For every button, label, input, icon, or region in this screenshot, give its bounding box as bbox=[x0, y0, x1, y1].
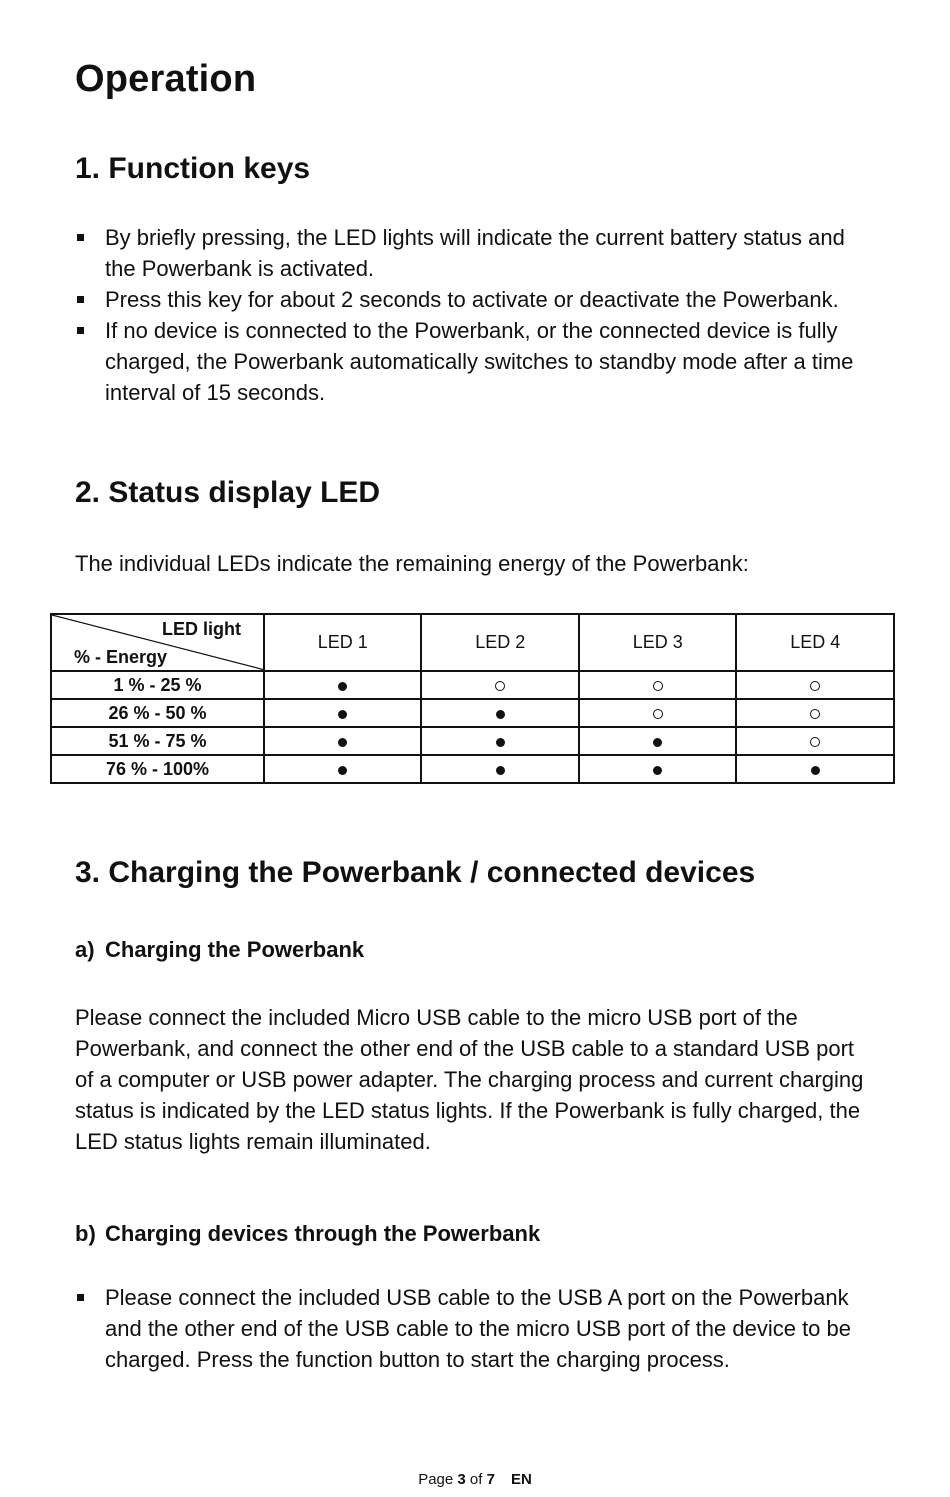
led-2-cell bbox=[421, 727, 579, 755]
status-led-intro: The individual LEDs indicate the remaining energy of the Powerbank: bbox=[75, 551, 749, 576]
led-3-cell bbox=[579, 755, 737, 783]
led-2-cell bbox=[421, 755, 579, 783]
led-1-cell bbox=[264, 699, 422, 727]
list-item: If no device is connected to the Powerbank, or the connected device is fully charged, the Powerbank automatically switches to standby mode after a time interval of 15 seconds. bbox=[75, 315, 875, 408]
table-row bbox=[51, 671, 894, 699]
led-2-cell bbox=[421, 699, 579, 727]
led-off-icon bbox=[495, 681, 505, 691]
led-off-icon bbox=[810, 681, 820, 691]
led-3-cell bbox=[579, 671, 737, 699]
column-header-led-4: LED 4 bbox=[736, 614, 894, 671]
subsection-heading-charging-devices bbox=[75, 1221, 540, 1247]
led-on-icon bbox=[653, 738, 662, 747]
led-3-cell bbox=[579, 699, 737, 727]
column-header-led-3: LED 3 bbox=[579, 614, 737, 671]
led-off-icon bbox=[653, 681, 663, 691]
section-heading-status-led: 2. Status display LED bbox=[75, 476, 381, 509]
energy-range-cell: 26 % - 50 % bbox=[51, 699, 264, 727]
led-4-cell bbox=[736, 699, 894, 727]
subsection-title: Charging devices through the Powerbank bbox=[105, 1221, 541, 1246]
function-keys-list bbox=[75, 222, 875, 408]
led-off-icon bbox=[810, 709, 820, 719]
led-on-icon bbox=[653, 766, 662, 775]
energy-range-cell: 1 % - 25 % bbox=[51, 671, 264, 699]
list-item: By briefly pressing, the LED lights will indicate the current battery status and the Powerbank is activated. bbox=[75, 222, 875, 284]
led-off-icon bbox=[810, 737, 820, 747]
footer-page-number: 3 bbox=[457, 1471, 466, 1488]
led-on-icon bbox=[496, 766, 505, 775]
footer-page-word: Page bbox=[418, 1471, 454, 1488]
subsection-marker: a) bbox=[75, 937, 95, 962]
energy-range-cell: 76 % - 100% bbox=[51, 755, 264, 783]
footer-of-word: of bbox=[469, 1471, 483, 1488]
footer-page-total: 7 bbox=[486, 1471, 495, 1488]
section-heading-function-keys: 1. Function keys bbox=[75, 152, 311, 185]
led-on-icon bbox=[496, 738, 505, 747]
column-header-led-1: LED 1 bbox=[264, 614, 422, 671]
led-2-cell bbox=[421, 671, 579, 699]
led-on-icon bbox=[496, 710, 505, 719]
led-on-icon bbox=[338, 766, 347, 775]
led-1-cell bbox=[264, 671, 422, 699]
list-item: Press this key for about 2 seconds to activate or deactivate the Powerbank. bbox=[75, 284, 875, 315]
energy-range-cell: 51 % - 75 % bbox=[51, 727, 264, 755]
led-on-icon bbox=[811, 766, 820, 775]
led-1-cell bbox=[264, 755, 422, 783]
led-3-cell bbox=[579, 727, 737, 755]
subsection-marker: b) bbox=[75, 1221, 96, 1246]
table-row bbox=[51, 699, 894, 727]
led-table-body bbox=[51, 671, 894, 783]
charging-powerbank-text: Please connect the included Micro USB cable to the micro USB port of the Powerbank, and connect the other end of the USB cable to a standard USB port of a computer or USB power adapter. The charging process and current charging status is indicated by the LED status lights. If the Powerbank is fully charged, the LED status lights remain illuminated. bbox=[75, 1005, 864, 1154]
led-1-cell bbox=[264, 727, 422, 755]
corner-label-led-light: LED light bbox=[161, 619, 241, 639]
list-item: Please connect the included USB cable to the USB A port on the Powerbank and the other end of the USB cable to the micro USB port of the device to be charged. Press the function button to start the charging process. bbox=[75, 1282, 875, 1375]
page-footer bbox=[0, 1471, 950, 1488]
subsection-heading-charging-powerbank bbox=[75, 937, 364, 963]
section-heading-charging: 3. Charging the Powerbank / connected devices bbox=[75, 856, 756, 889]
led-off-icon bbox=[653, 709, 663, 719]
led-4-cell bbox=[736, 671, 894, 699]
charging-devices-list bbox=[75, 1282, 875, 1375]
subsection-title: Charging the Powerbank bbox=[105, 937, 365, 962]
led-4-cell bbox=[736, 755, 894, 783]
led-on-icon bbox=[338, 738, 347, 747]
table-row bbox=[51, 727, 894, 755]
led-4-cell bbox=[736, 727, 894, 755]
table-corner-cell bbox=[51, 614, 264, 671]
led-on-icon bbox=[338, 710, 347, 719]
table-row bbox=[51, 755, 894, 783]
corner-label-energy: % - Energy bbox=[74, 647, 168, 667]
led-on-icon bbox=[338, 682, 347, 691]
footer-language: EN bbox=[510, 1471, 532, 1488]
led-status-table bbox=[50, 613, 895, 784]
page-title: Operation bbox=[75, 58, 257, 100]
column-header-led-2: LED 2 bbox=[421, 614, 579, 671]
